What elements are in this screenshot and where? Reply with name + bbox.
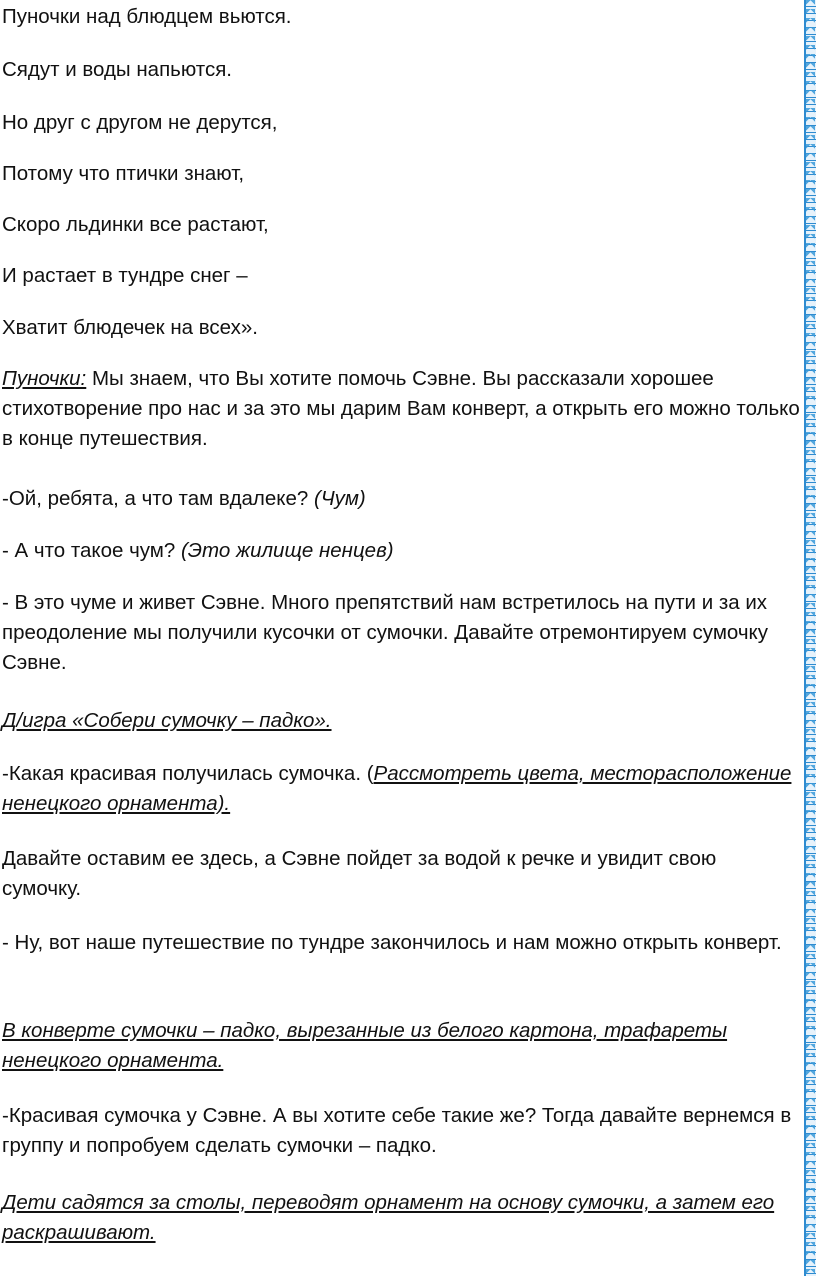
page-border-decoration: [804, 0, 816, 1276]
paragraph-nu: - Ну, вот наше путешествие по тундре закончилось и нам можно открыть конверт.: [2, 931, 782, 954]
poem-line-4: Потому что птички знают,: [2, 162, 245, 185]
instruction-note: Рассмотреть цвета, месторасположение ненецкого орнамента).: [2, 762, 792, 815]
paragraph-text: - А что такое чум?: [2, 539, 181, 562]
paragraph-ostavim: Давайте оставим ее здесь, а Сэвне пойдет за водой к речке и увидит свою сумочку.: [2, 847, 717, 900]
answer-note: (Это жилище ненцев): [180, 539, 394, 562]
poem-line-5: Скоро льдинки все растают,: [2, 213, 269, 236]
poem-line-2: Сядут и воды напьются.: [2, 58, 232, 81]
paragraph-deti: [2, 1188, 800, 1248]
answer-note: (Чум): [314, 487, 366, 510]
paragraph-chum: [2, 536, 800, 566]
paragraph-text: -Ой, ребята, а что там вдалеке?: [2, 487, 314, 510]
paragraph-krasivaya: [2, 759, 800, 819]
game-title: [2, 706, 800, 736]
game-title-text: Д/игра «Собери сумочку – падко».: [2, 709, 332, 732]
poem-line-6: И растает в тундре снег –: [2, 264, 248, 287]
paragraph-oy: [2, 484, 800, 514]
poem-line-7: Хватит блюдечек на всех».: [2, 316, 258, 339]
instruction-note: Дети садятся за столы, переводят орнамент на основу сумочки, а затем его раскрашивают.: [2, 1191, 775, 1244]
poem-line-3: Но друг с другом не дерутся,: [2, 111, 278, 134]
instruction-note: В конверте сумочки – падко, вырезанные из белого картона, трафареты ненецкого орнамента.: [2, 1019, 728, 1072]
paragraph-chume: - В это чуме и живет Сэвне. Много препятствий нам встретилось на пути и за их преодоление мы получили кусочки от сумочки. Давайте отремонтируем сумочку Сэвне.: [2, 591, 768, 674]
paragraph-text: Мы знаем, что Вы хотите помочь Сэвне. Вы рассказали хорошее стихотворение про нас и за это мы дарим Вам конверт, а открыть его можно только в конце путешествия.: [2, 367, 800, 450]
poem-line-1: Пуночки над блюдцем вьются.: [2, 5, 292, 28]
chevron-pattern-icon: [806, 0, 815, 1276]
paragraph-krasivaya-2: -Красивая сумочка у Сэвне. А вы хотите себе такие же? Тогда давайте вернемся в группу и попробуем сделать сумочки – падко.: [2, 1104, 792, 1157]
speaker-label: Пуночки:: [2, 367, 87, 390]
paragraph-punochki: [2, 364, 800, 454]
paragraph-konvert: [2, 1016, 800, 1076]
paragraph-text: -Какая красивая получилась сумочка. (: [2, 762, 374, 785]
